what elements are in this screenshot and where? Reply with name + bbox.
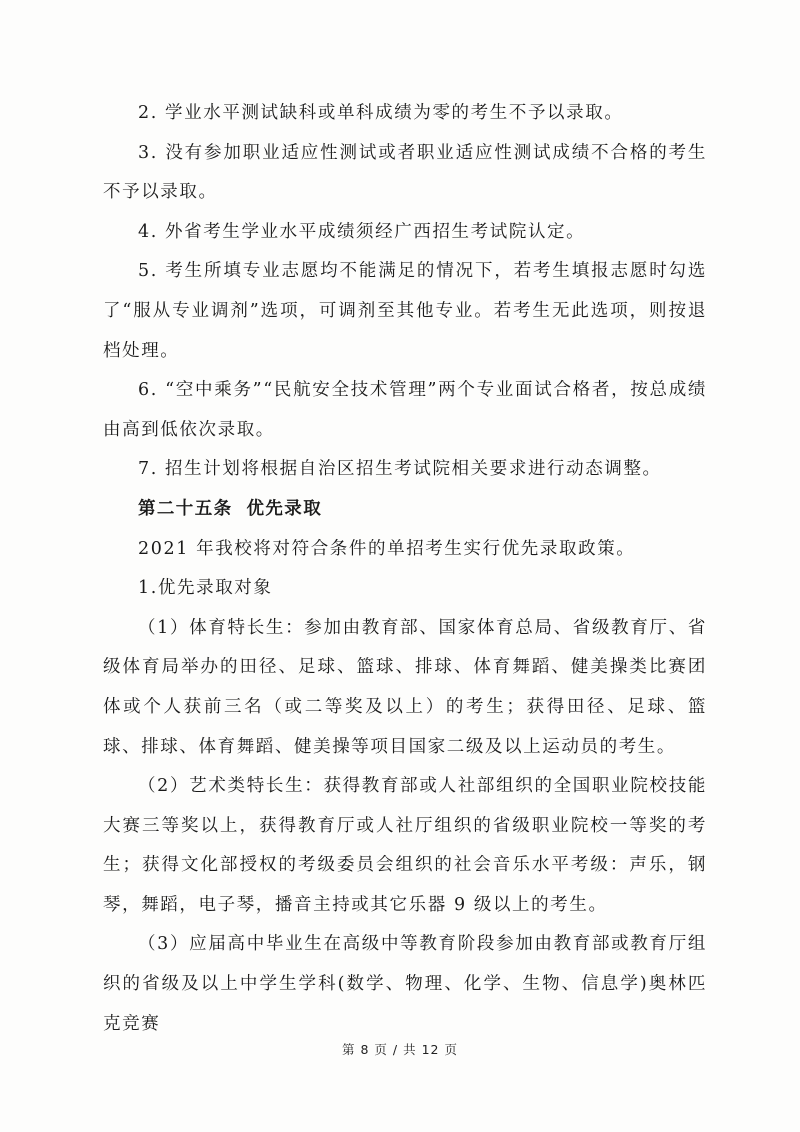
article-title: 优先录取 (246, 498, 323, 519)
rule-paragraph: 2. 学业水平测试缺科或单科成绩为零的考生不予以录取。 (138, 103, 624, 123)
article-number: 第二十五条 (138, 498, 233, 519)
item-paragraph: （3）应届高中毕业生在高级中等教育阶段参加由教育部或教育厅组织的省级及以上中学生学科(数学、物理、化学、生物、信息学)奥林匹克竞赛 (103, 934, 707, 1034)
rule-paragraph: 5. 考生所填专业志愿均不能满足的情况下，若考生填报志愿时勾选了“服从专业调剂”选项，可调剂至其他专业。若考生无此选项，则按退档处理。 (103, 261, 707, 361)
document-body (103, 94, 707, 1044)
section-heading: 1.优先录取对象 (138, 578, 273, 599)
item-paragraph: （1）体育特长生：参加由教育部、国家体育总局、省级教育厅、省级体育局举办的田径、足球、篮球、排球、体育舞蹈、健美操类比赛团体或个人获前三名（或二等奖及以上）的考生；获得田径、足球、篮球、排球、体育舞蹈、健美操等项目国家二级及以上运动员的考生。 (103, 617, 707, 757)
item-paragraph: （2）艺术类特长生：获得教育部或人社部组织的全国职业院校技能大赛三等奖以上，获得教育厅或人社厅组织的省级职业院校一等奖的考生；获得文化部授权的考级委员会组织的社会音乐水平考级：声乐，钢琴，舞蹈，电子琴，播音主持或其它乐器 9 级以上的考生。 (103, 776, 707, 915)
intro-paragraph: 2021 年我校将对符合条件的单招考生实行优先录取政策。 (138, 538, 636, 559)
rule-paragraph: 7. 招生计划将根据自治区招生考试院相关要求进行动态调整。 (138, 459, 662, 480)
rule-paragraph: 6. “空中乘务”“民航安全技术管理”两个专业面试合格者，按总成绩由高到低依次录取。 (103, 380, 707, 440)
rule-paragraph: 4. 外省考生学业水平成绩须经广西招生考试院认定。 (138, 221, 586, 242)
article-heading (103, 490, 707, 530)
rule-paragraph: 3. 没有参加职业适应性测试或者职业适应性测试成绩不合格的考生不予以录取。 (103, 142, 707, 203)
page-footer: 第 8 页 / 共 12 页 (342, 1042, 458, 1057)
